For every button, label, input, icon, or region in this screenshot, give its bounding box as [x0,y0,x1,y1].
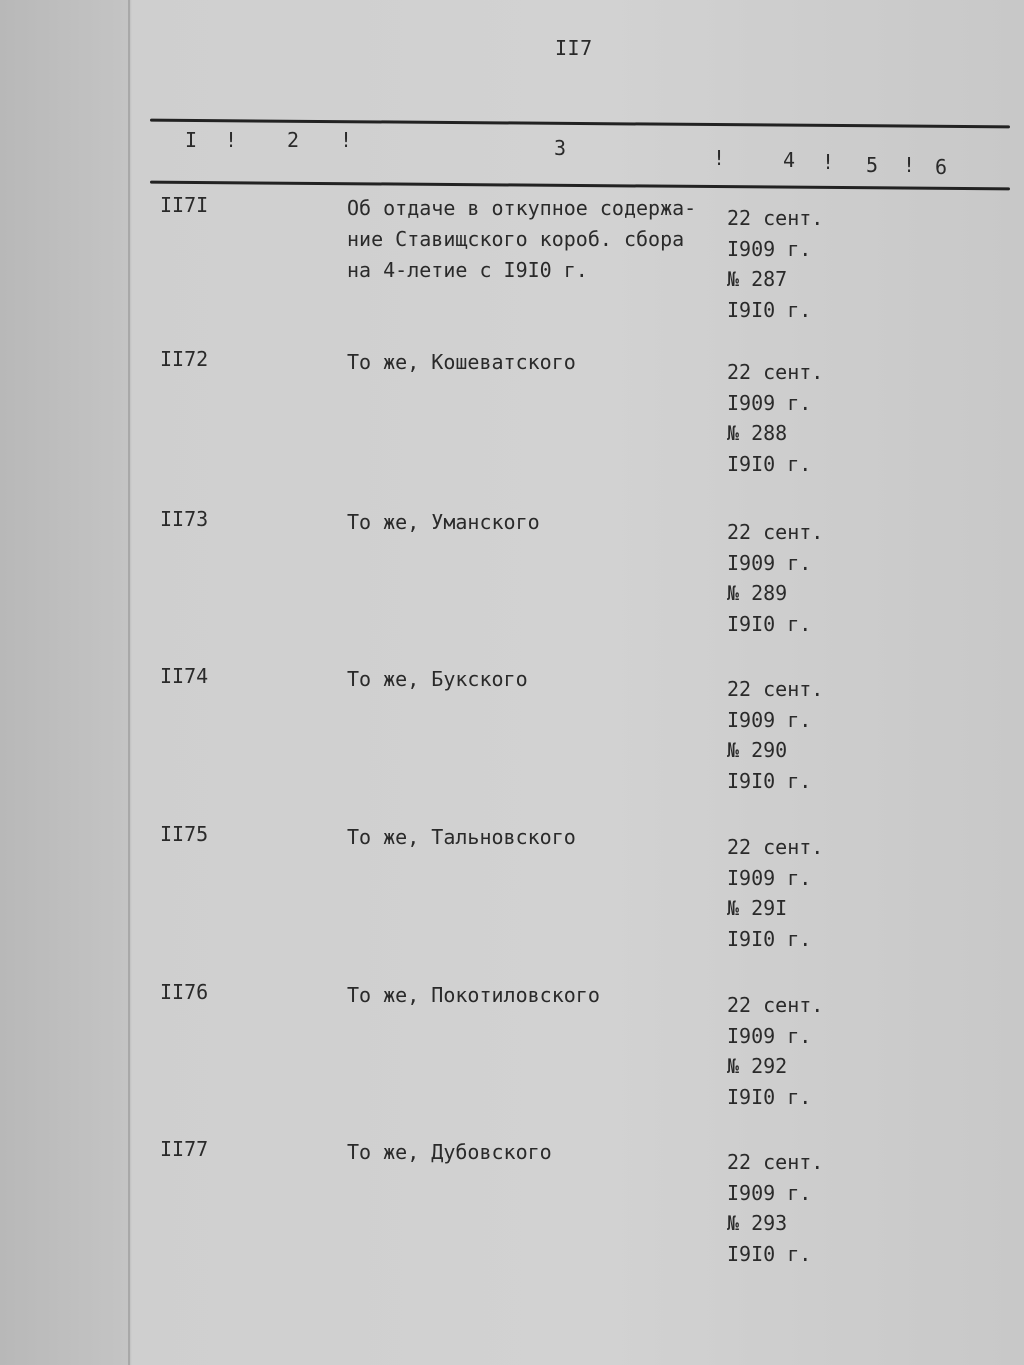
entry-description: То же, Дубовского [347,1140,552,1164]
entry-number: II72 [160,347,209,371]
entry-date-day: 22 сент. [727,520,824,544]
entry-doc-number: № 288 [727,421,788,445]
entry-date-day: 22 сент. [727,206,824,230]
col-separator: ! [225,128,238,152]
entry-doc-number: № 292 [727,1054,788,1078]
col-separator: ! [340,128,353,152]
entry-description: То же, Покотиловского [347,983,600,1007]
col-separator: ! [903,153,916,177]
entry-date-year: I909 г. [727,236,812,261]
list-item [0,507,1024,657]
entry-number: II73 [160,507,209,531]
entry-date-day: 22 сент. [727,360,824,384]
list-item [0,822,1024,972]
entry-year: I9I0 г. [727,1084,812,1109]
entry-year: I9I0 г. [727,1241,812,1266]
entry-date-year: I909 г. [727,707,812,732]
entry-year: I9I0 г. [727,926,812,951]
entry-year: I9I0 г. [727,768,812,793]
entry-number: II75 [160,822,209,846]
entry-year: I9I0 г. [727,611,812,636]
entry-date-year: I909 г. [727,390,812,415]
col-separator: ! [822,150,835,174]
entry-doc-number: № 290 [727,738,788,762]
entry-number: II74 [160,664,209,688]
entry-date [727,990,823,1112]
entry-date [727,203,823,325]
header-bottom-rule [150,181,1010,191]
entry-number: II7I [160,193,209,217]
entry-number: II77 [160,1137,209,1161]
list-item [0,664,1024,814]
entry-description: То же, Букского [347,667,528,691]
list-item [0,980,1024,1130]
entry-year: I9I0 г. [727,451,812,476]
header-top-rule [150,119,1010,129]
entry-date [727,357,823,479]
col-1-header: I [185,128,198,152]
entry-doc-number: № 289 [727,581,788,605]
entry-date-day: 22 сент. [727,677,824,701]
entry-year: I9I0 г. [727,297,812,322]
entry-description: То же, Уманского [347,510,540,534]
entry-date-day: 22 сент. [727,1150,824,1174]
col-2-header: 2 [287,128,300,152]
list-item [0,347,1024,497]
entry-description: То же, Тальновского [347,825,576,849]
list-item [0,1137,1024,1287]
entry-doc-number: № 287 [727,267,788,291]
entry-date [727,517,823,639]
entry-description: То же, Кошеватского [347,350,576,374]
col-separator: ! [713,146,726,170]
entry-doc-number: № 29I [727,896,788,920]
entry-date [727,674,823,796]
list-item [0,193,1024,343]
entry-date [727,1147,823,1269]
entry-number: II76 [160,980,209,1004]
entry-description: Об отдаче в откупное содержа- ние Ставищского короб. сбора на 4-летие с I9I0 г. [347,196,697,282]
col-4-header: 4 [783,148,796,172]
entry-date-year: I909 г. [727,865,812,890]
entry-date-year: I909 г. [727,1023,812,1048]
col-3-header: 3 [554,136,567,160]
col-6-header: 6 [935,155,948,179]
col-5-header: 5 [866,153,879,177]
page-number: II7 [555,36,593,60]
entry-date-day: 22 сент. [727,835,824,859]
entry-date [727,832,823,954]
entry-date-year: I909 г. [727,1180,812,1205]
entry-date-day: 22 сент. [727,993,824,1017]
entry-date-year: I909 г. [727,550,812,575]
entry-doc-number: № 293 [727,1211,788,1235]
